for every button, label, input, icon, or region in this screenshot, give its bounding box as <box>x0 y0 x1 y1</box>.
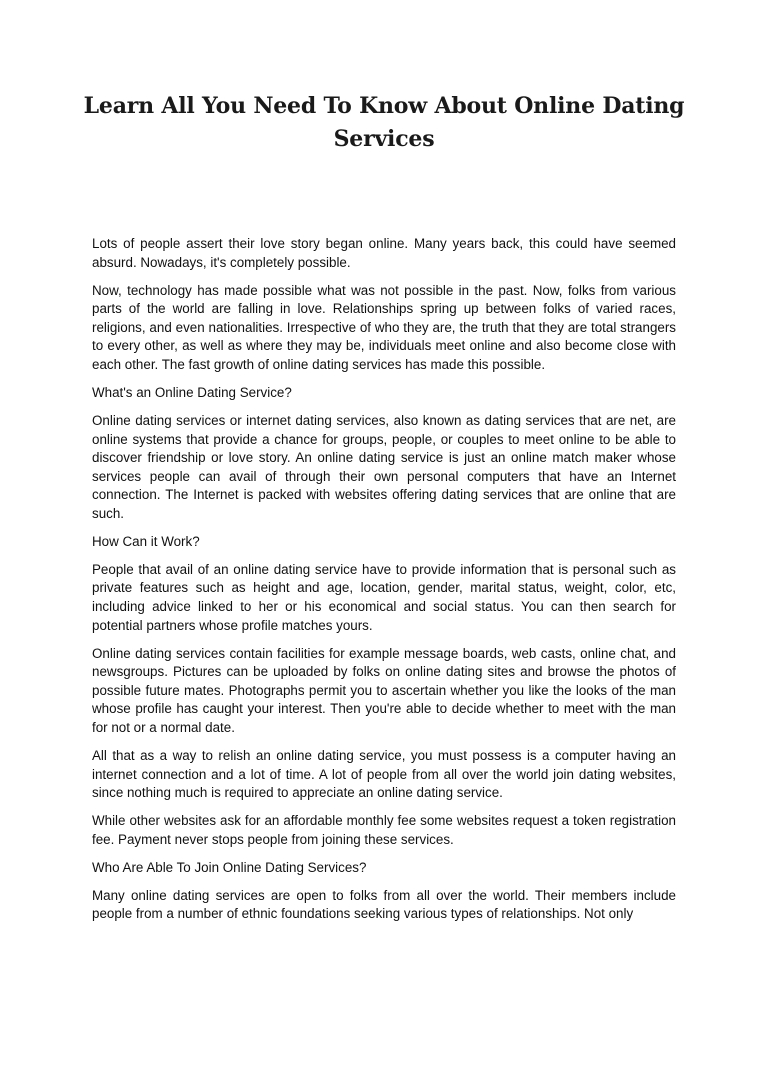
section-heading-who-can-join: Who Are Able To Join Online Dating Services? <box>92 859 367 875</box>
paragraph-definition: Online dating services or internet dating services, also known as dating services that are net, are online systems that provide a chance for groups, people, or couples to meet online to be able to discover friendship or love story. An online dating service is just an online match maker whose services people can avail of through their own personal computers that have an Internet connection. The Internet is packed with websites offering dating services that are online that are such. <box>92 412 676 521</box>
paragraph-technology: Now, technology has made possible what was not possible in the past. Now, folks from various parts of the world are falling in love. Relationships spring up between folks of varied races, religions, and even nationalities. Irrespective of who they are, the truth that they are total strangers to every other, as well as where they may be, individuals meet online and also become close with each other. The fast growth of online dating services has made this possible. <box>92 282 676 372</box>
document-body <box>92 235 676 933</box>
paragraph-facilities: Online dating services contain facilities for example message boards, web casts, online chat, and newsgroups. Pictures can be uploaded by folks on online dating sites and browse the photos of possible future mates. Photographs permit you to ascertain whether you like the looks of the man whose profile has caught your interest. Then you're able to decide whether to meet with the man for not or a normal date. <box>92 645 676 735</box>
paragraph-profile-info: People that avail of an online dating service have to provide information that is personal such as private features such as height and age, location, gender, marital status, weight, color, etc, including advice linked to her or his economical and social status. You can then search for potential partners whose profile matches yours. <box>92 561 676 633</box>
paragraph-intro: Lots of people assert their love story began online. Many years back, this could have seemed absurd. Nowadays, it's completely possible. <box>92 236 676 270</box>
paragraph-requirements: All that as a way to relish an online dating service, you must possess is a computer having an internet connection and a lot of time. A lot of people from all over the world join dating websites, since nothing much is required to appreciate an online dating service. <box>92 747 676 801</box>
section-heading-what-is: What's an Online Dating Service? <box>92 384 292 400</box>
paragraph-fees: While other websites ask for an affordable monthly fee some websites request a token registration fee. Payment never stops people from joining these services. <box>92 813 676 847</box>
paragraph-members: Many online dating services are open to folks from all over the world. Their members include people from a number of ethnic foundations seeking various types of relationships. Not only <box>92 887 676 922</box>
section-heading-how-it-works: How Can it Work? <box>92 533 200 549</box>
document-title: Learn All You Need To Know About Online Dating Services <box>83 93 685 152</box>
